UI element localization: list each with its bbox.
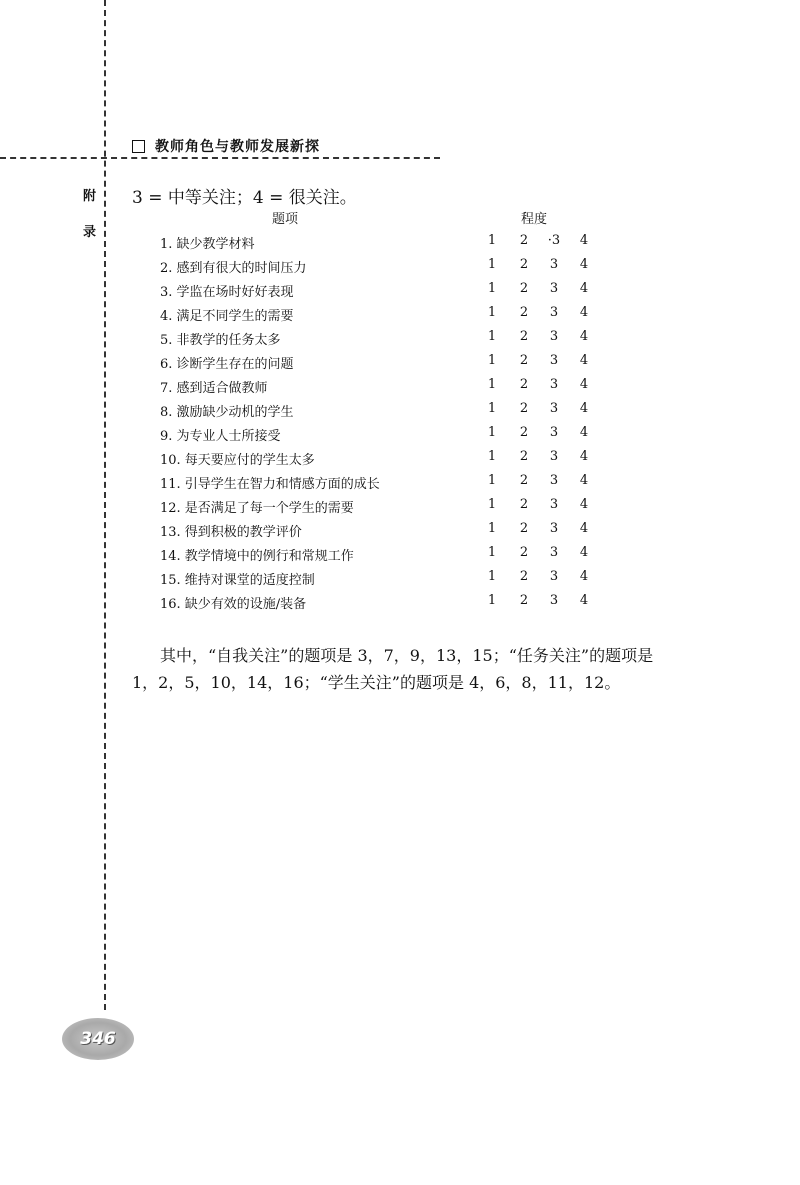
square-box-icon [132,140,145,153]
scale-value-1: 1 [487,473,497,488]
scale-value-3: 3 [549,449,559,464]
item-label: 1. 缺少教学材料 [160,237,255,252]
scale-value-3: 3 [549,257,559,272]
scale-value-4: 4 [579,401,589,416]
scale-value-1: 1 [487,329,497,344]
scale-value-2: 2 [519,281,529,296]
scale-value-2: 2 [519,353,529,368]
table-row [160,329,600,353]
scale-value-2: 2 [519,233,529,248]
item-label: 10. 每天要应付的学生太多 [160,453,315,468]
table-row [160,545,600,569]
scale-value-4: 4 [579,305,589,320]
side-label-appendix-2: 录 [83,225,97,240]
scale-value-4: 4 [579,377,589,392]
scale-value-3: 3 [549,497,559,512]
scale-value-1: 1 [487,449,497,464]
scale-value-1: 1 [487,497,497,512]
table-row [160,377,600,401]
scale-value-1: 1 [487,593,497,608]
header-dashed-line [0,157,440,159]
scale-value-1: 1 [487,521,497,536]
scale-value-4: 4 [579,425,589,440]
scale-value-2: 2 [519,329,529,344]
column-header-degree: 程度 [521,212,548,227]
scale-value-3: 3 [549,425,559,440]
scale-value-3: 3 [549,521,559,536]
table-row [160,593,600,617]
book-title: 教师角色与教师发展新探 [155,139,320,155]
scale-value-4: 4 [579,353,589,368]
scale-value-1: 1 [487,425,497,440]
item-label: 13. 得到积极的教学评价 [160,525,302,540]
scale-value-1: 1 [487,569,497,584]
page-number-badge [62,1018,134,1060]
scale-value-4: 4 [579,545,589,560]
scale-value-2: 2 [519,593,529,608]
scale-value-4: 4 [579,449,589,464]
scale-value-1: 1 [487,233,497,248]
item-label: 16. 缺少有效的设施/装备 [160,597,307,612]
scale-value-1: 1 [487,257,497,272]
page-number: 346 [80,1029,116,1049]
item-label: 8. 激励缺少动机的学生 [160,405,294,420]
scale-value-2: 2 [519,473,529,488]
item-label: 5. 非教学的任务太多 [160,333,281,348]
summary-paragraph: 其中，“自我关注”的题项是 3，7，9，13，15；“任务关注”的题项是 1，2，5，10，14，16；“学生关注”的题项是 4，6，8，11，12。 [132,646,654,692]
scale-value-2: 2 [519,521,529,536]
scale-value-2: 2 [519,401,529,416]
scale-value-3: 3 [549,569,559,584]
running-header [132,136,320,156]
table-row [160,569,600,593]
table-row [160,449,600,473]
column-header-item: 题项 [272,212,299,227]
scale-value-4: 4 [579,473,589,488]
scale-value-2: 2 [519,449,529,464]
scale-value-1: 1 [487,353,497,368]
item-label: 11. 引导学生在智力和情感方面的成长 [160,477,380,492]
scale-value-4: 4 [579,281,589,296]
table-row [160,401,600,425]
scale-value-3: 3 [549,473,559,488]
item-label: 4. 满足不同学生的需要 [160,309,294,324]
scale-value-3: 3 [549,353,559,368]
scale-value-4: 4 [579,257,589,272]
scale-value-4: 4 [579,329,589,344]
item-label: 7. 感到适合做教师 [160,381,268,396]
scale-value-1: 1 [487,545,497,560]
scale-value-2: 2 [519,425,529,440]
scale-value-4: 4 [579,521,589,536]
scale-value-2: 2 [519,305,529,320]
scale-description: 3 = 中等关注；4 = 很关注。 [132,188,357,208]
side-label-appendix-1: 附 [83,189,97,204]
scale-value-4: 4 [579,233,589,248]
item-label: 12. 是否满足了每一个学生的需要 [160,501,354,516]
table-row [160,473,600,497]
scale-value-3: 3 [549,593,559,608]
scale-value-1: 1 [487,281,497,296]
table-row [160,353,600,377]
scale-value-2: 2 [519,545,529,560]
scale-value-3: 3 [549,329,559,344]
scale-value-4: 4 [579,593,589,608]
item-label: 3. 学监在场时好好表现 [160,285,294,300]
scale-value-3: 3 [549,545,559,560]
table-row [160,281,600,305]
table-row [160,233,600,257]
table-row [160,257,600,281]
binding-dashed-line-vertical [104,0,106,1010]
scale-value-2: 2 [519,497,529,512]
scale-value-3: 3 [549,305,559,320]
table-row [160,497,600,521]
scale-value-3: 3 [549,377,559,392]
scale-value-2: 2 [519,569,529,584]
scale-value-3: 3 [549,281,559,296]
item-label: 2. 感到有很大的时间压力 [160,261,307,276]
item-label: 15. 维持对课堂的适度控制 [160,573,315,588]
table-row [160,305,600,329]
scale-value-4: 4 [579,497,589,512]
item-label: 14. 教学情境中的例行和常规工作 [160,549,354,564]
scale-value-3: ·3 [547,233,561,248]
scale-value-1: 1 [487,305,497,320]
table-row [160,425,600,449]
scale-value-3: 3 [549,401,559,416]
scale-value-4: 4 [579,569,589,584]
scale-value-1: 1 [487,401,497,416]
scale-value-2: 2 [519,257,529,272]
scale-value-1: 1 [487,377,497,392]
item-label: 9. 为专业人士所接受 [160,429,281,444]
scale-value-2: 2 [519,377,529,392]
table-row [160,521,600,545]
item-label: 6. 诊断学生存在的问题 [160,357,294,372]
